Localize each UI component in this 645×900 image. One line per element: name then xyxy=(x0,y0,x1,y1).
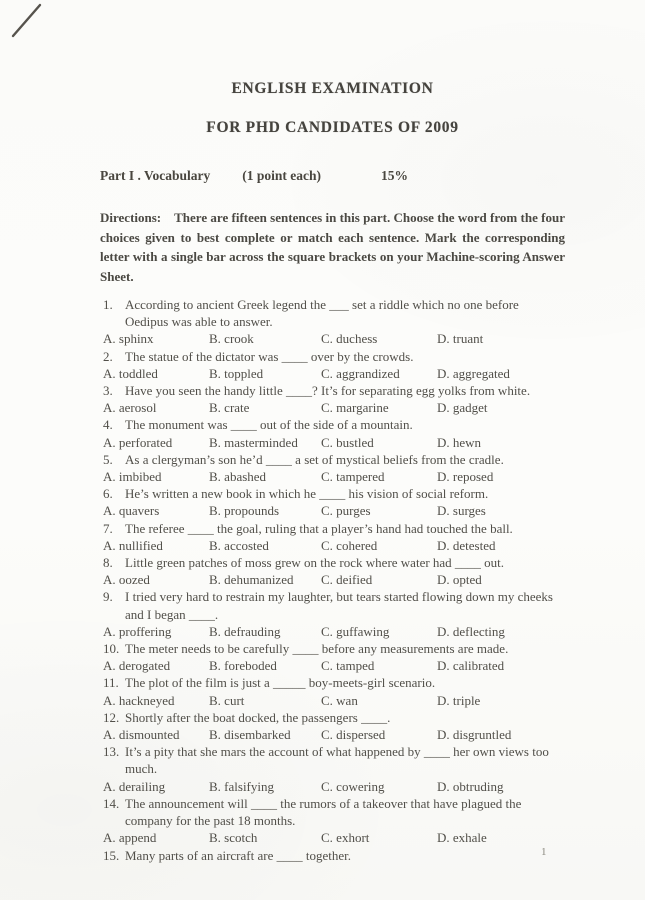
question-sentence: The statue of the dictator was ____ over by the crowds. xyxy=(125,348,414,364)
question-item xyxy=(103,554,565,588)
question-sentence: Have you seen the handy little ____? It’s for separating egg yolks from white. xyxy=(125,383,531,399)
question-sentence: He’s written a new book in which he ____ his vision of social reform. xyxy=(125,486,489,502)
option-choice: C. wan xyxy=(321,692,358,708)
question-number: 6. xyxy=(103,486,113,502)
question-number: 10. xyxy=(103,641,120,657)
option-choice: A. nullified xyxy=(103,537,163,553)
question-item xyxy=(103,485,565,519)
question-number: 11. xyxy=(103,675,119,691)
options-row xyxy=(103,726,565,743)
question-item xyxy=(103,520,565,554)
question-sentence: It’s a pity that she mars the account of what happened by ____ her own views too much. xyxy=(125,744,549,777)
question-sentence: The plot of the film is just a _____ boy-meets-girl scenario. xyxy=(125,675,436,691)
options-row xyxy=(103,571,565,588)
option-choice: C. aggrandized xyxy=(321,365,400,381)
question-item xyxy=(103,674,565,708)
question-item xyxy=(103,709,565,743)
question-number: 13. xyxy=(103,744,120,760)
option-choice: B. disembarked xyxy=(209,727,291,743)
option-choice: D. deflecting xyxy=(437,623,505,639)
option-choice: D. aggregated xyxy=(437,365,510,381)
question-number: 12. xyxy=(103,709,120,725)
section-percent: 15% xyxy=(381,168,409,183)
directions-paragraph xyxy=(100,208,565,286)
question-number: 15. xyxy=(103,847,120,863)
option-choice: B. toppled xyxy=(209,365,264,381)
option-choice: A. perforated xyxy=(103,434,173,450)
option-choice: D. detested xyxy=(437,537,496,553)
option-choice: B. crook xyxy=(209,331,254,347)
question-item xyxy=(103,847,565,864)
option-choice: D. gadget xyxy=(437,400,488,416)
question-text xyxy=(103,743,565,777)
section-heading xyxy=(100,168,565,184)
option-choice: D. surges xyxy=(437,503,486,519)
question-number: 1. xyxy=(103,297,113,312)
exam-title: ENGLISH EXAMINATION xyxy=(231,80,434,97)
directions-text: There are fifteen sentences in this part. Choose the word from the four choices given to best complete or match each sentence. Mark the corresponding letter with a single bar across the square brackets on your Machine-scoring Answer Sheet. xyxy=(100,210,565,284)
option-choice: A. derogated xyxy=(103,658,171,674)
option-choice: B. falsifying xyxy=(209,778,274,794)
question-item xyxy=(103,743,565,795)
option-choice: C. deified xyxy=(321,572,373,588)
question-sentence: Little green patches of moss grew on the rock where water had ____ out. xyxy=(125,555,505,571)
question-number: 5. xyxy=(103,451,113,467)
option-choice: B. propounds xyxy=(209,503,280,519)
question-text xyxy=(103,674,565,691)
question-sentence: According to ancient Greek legend the ___ set a riddle which no one before Oedipus was able to answer. xyxy=(125,297,519,330)
option-choice: B. masterminded xyxy=(209,434,298,450)
question-item xyxy=(103,795,565,847)
option-choice: A. aerosol xyxy=(103,400,157,416)
question-text xyxy=(103,416,565,433)
option-choice: D. calibrated xyxy=(437,658,505,674)
option-choice: A. oozed xyxy=(103,572,150,588)
question-number: 7. xyxy=(103,520,113,536)
option-choice: D. truant xyxy=(437,331,484,347)
question-sentence: The referee ____ the goal, ruling that a player’s hand had touched the ball. xyxy=(125,520,513,536)
option-choice: B. scotch xyxy=(209,830,258,846)
section-points: (1 point each) xyxy=(242,168,322,183)
option-choice: B. curt xyxy=(209,692,245,708)
directions-label: Directions: xyxy=(100,210,162,225)
option-choice: C. exhort xyxy=(321,830,370,846)
question-sentence: Shortly after the boat docked, the passengers ____. xyxy=(125,709,391,725)
option-choice: C. tamped xyxy=(321,658,375,674)
question-item xyxy=(103,640,565,674)
option-choice: D. triple xyxy=(437,692,481,708)
option-choice: B. crate xyxy=(209,400,250,416)
option-choice: C. guffawing xyxy=(321,623,390,639)
option-choice: B. accosted xyxy=(209,537,269,553)
question-item xyxy=(103,416,565,450)
question-item xyxy=(103,296,565,348)
question-text xyxy=(103,348,565,365)
option-choice: D. opted xyxy=(437,572,482,588)
option-choice: D. obtruding xyxy=(437,778,504,794)
question-text xyxy=(103,296,565,330)
question-text xyxy=(103,554,565,571)
question-text xyxy=(103,640,565,657)
question-text xyxy=(103,382,565,399)
question-text xyxy=(103,451,565,468)
question-item xyxy=(103,451,565,485)
options-row xyxy=(103,434,565,451)
question-number: 2. xyxy=(103,348,113,364)
options-row xyxy=(103,330,565,347)
option-choice: C. cohered xyxy=(321,537,378,553)
exam-subtitle: FOR PHD CANDIDATES OF 2009 xyxy=(206,119,459,136)
question-text xyxy=(103,795,565,829)
question-text xyxy=(103,588,565,622)
option-choice: A. dismounted xyxy=(103,727,180,743)
question-item xyxy=(103,348,565,382)
option-choice: C. tampered xyxy=(321,469,385,485)
question-text xyxy=(103,520,565,537)
option-choice: A. quavers xyxy=(103,503,160,519)
options-row xyxy=(103,692,565,709)
question-item xyxy=(103,382,565,416)
question-sentence: The announcement will ____ the rumors of a takeover that have plagued the company for the past 18 months. xyxy=(125,795,522,829)
question-number: 8. xyxy=(103,555,113,571)
question-sentence: The meter needs to be carefully ____ before any measurements are made. xyxy=(125,641,509,657)
option-choice: D. reposed xyxy=(437,469,494,485)
question-number: 14. xyxy=(103,795,120,811)
pen-mark-icon xyxy=(0,0,60,48)
option-choice: C. purges xyxy=(321,503,371,519)
page-number: 1 xyxy=(541,846,547,858)
question-number: 4. xyxy=(103,417,113,433)
question-number: 9. xyxy=(103,589,113,605)
question-sentence: The monument was ____ out of the side of a mountain. xyxy=(125,417,413,433)
question-item xyxy=(103,588,565,640)
option-choice: D. exhale xyxy=(437,830,487,846)
options-row xyxy=(103,468,565,485)
options-row xyxy=(103,502,565,519)
option-choice: A. sphinx xyxy=(103,331,154,347)
section-title: Part I . Vocabulary xyxy=(100,168,211,183)
option-choice: C. dispersed xyxy=(321,727,386,743)
option-choice: B. abashed xyxy=(209,469,267,485)
option-choice: B. foreboded xyxy=(209,658,277,674)
questions-list xyxy=(103,296,565,864)
option-choice: A. toddled xyxy=(103,365,158,381)
option-choice: A. proffering xyxy=(103,623,172,639)
question-sentence: As a clergyman’s son he’d ____ a set of mystical beliefs from the cradle. xyxy=(125,451,504,467)
options-row xyxy=(103,829,565,846)
question-number: 3. xyxy=(103,383,113,399)
option-choice: A. derailing xyxy=(103,778,166,794)
option-choice: C. margarine xyxy=(321,400,389,416)
option-choice: D. disgruntled xyxy=(437,727,512,743)
option-choice: A. imbibed xyxy=(103,469,162,485)
options-row xyxy=(103,657,565,674)
options-row xyxy=(103,537,565,554)
question-text xyxy=(103,485,565,502)
option-choice: C. cowering xyxy=(321,778,385,794)
option-choice: C. duchess xyxy=(321,331,378,347)
question-sentence: Many parts of an aircraft are ____ together. xyxy=(125,847,351,863)
option-choice: D. hewn xyxy=(437,434,482,450)
option-choice: A. append xyxy=(103,830,157,846)
option-choice: B. defrauding xyxy=(209,623,281,639)
question-text xyxy=(103,709,565,726)
question-text xyxy=(103,847,565,864)
option-choice: B. dehumanized xyxy=(209,572,294,588)
options-row xyxy=(103,778,565,795)
option-choice: C. bustled xyxy=(321,434,374,450)
option-choice: A. hackneyed xyxy=(103,692,175,708)
options-row xyxy=(103,399,565,416)
question-sentence: I tried very hard to restrain my laughter, but tears started flowing down my cheeks and I began ____. xyxy=(125,589,553,622)
options-row xyxy=(103,623,565,640)
options-row xyxy=(103,365,565,382)
